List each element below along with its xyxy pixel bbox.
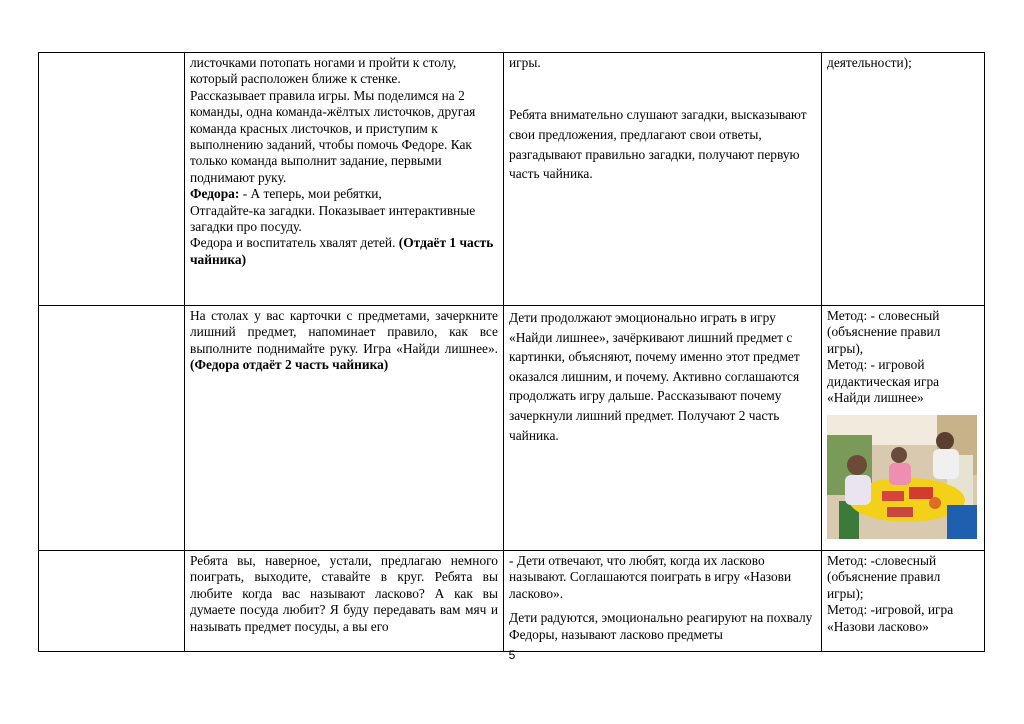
- cell-text: - Дети отвечают, что любят, когда их ласково называют. Соглашаются поиграть в игру «Назови ласково».: [509, 553, 792, 601]
- cell-text: деятельности);: [827, 55, 912, 70]
- cell-text: дидактическая игра: [827, 373, 940, 389]
- speaker-label: Федора:: [190, 186, 240, 202]
- empty-cell: [39, 306, 185, 551]
- cell-text: игры),: [827, 340, 864, 356]
- cell-text: (объяснение правил: [827, 324, 941, 340]
- cell-text: игры.: [509, 55, 541, 70]
- emphasis-text: (Федора отдаёт 2 часть чайника): [190, 357, 389, 373]
- teacher-activity-cell: [185, 551, 504, 652]
- cell-text: На столах у вас карточки с предметами, зачеркните лишний предмет, напоминает правило, как все выполните поднимайте руку. Игра «Найди лишнее».: [190, 308, 498, 356]
- cell-text: Метод: -игровой, игра: [827, 602, 954, 618]
- children-activity-cell: [504, 53, 822, 306]
- table-row: [39, 53, 985, 306]
- cell-text: Ребята вы, наверное, устали, предлагаю немного поиграть, выходите, ставайте в круг. Ребята вы любите когда вас называют ласково? А как вы думаете посуда любит? Я буду передавать вам мяч и называть предмет посуды, а вы его: [190, 553, 498, 634]
- children-activity-cell: [504, 551, 822, 652]
- cell-text: Метод: - словесный: [827, 308, 940, 323]
- cell-text: Дети продолжают эмоционально играть в игру «Найди лишнее», зачёркивают лишний предмет с картинки, объясняют, почему именно этот предмет оказался лишним, и почему. Активно соглашаются продолжать игру дальше. Рассказывают почему зачеркнули лишний предмет. Получают 2 часть чайника.: [509, 310, 800, 443]
- cell-text: Федора и воспитатель хвалят детей.: [190, 235, 396, 251]
- cell-text: - А теперь, мои ребятки,: [239, 186, 382, 202]
- cell-text: [190, 308, 498, 374]
- children-playing-photo: [827, 415, 977, 539]
- cell-text: Ребята внимательно слушают загадки, высказывают свои предложения, предлагают свои ответы, разгадывают правильно загадки, получают первую часть чайника.: [509, 107, 807, 182]
- cell-text: Рассказывает правила игры. Мы поделимся на 2 команды, одна команда-жёлтых листочков, другая команда красных листочков, и приступим к выполнению заданий, чтобы помочь Федоре. Как только команда выполнит задание, первыми поднимают руку.: [190, 87, 476, 185]
- cell-text: [190, 186, 498, 202]
- cell-text: Метод: - игровой: [827, 357, 925, 373]
- cell-text: «Назови ласково»: [827, 618, 929, 634]
- method-cell: [822, 551, 985, 652]
- method-cell: [822, 53, 985, 306]
- page-number: 5: [508, 648, 516, 662]
- cell-text: листочками потопать ногами и пройти к столу, который расположен ближе к стенке.: [190, 55, 457, 87]
- table-row: [39, 551, 985, 652]
- empty-cell: [39, 551, 185, 652]
- emphasis-text: (Отдаёт 1 часть чайника): [190, 235, 494, 267]
- method-cell: [822, 306, 985, 551]
- teacher-activity-cell: [185, 53, 504, 306]
- cell-text: (объяснение правил: [827, 569, 941, 585]
- cell-text: [190, 235, 498, 268]
- cell-text: «Найди лишнее»: [827, 390, 924, 406]
- lesson-plan-table: [38, 52, 985, 652]
- children-activity-cell: [504, 306, 822, 551]
- cell-text: игры);: [827, 585, 864, 601]
- teacher-activity-cell: [185, 306, 504, 551]
- table-row: [39, 306, 985, 551]
- empty-cell: [39, 53, 185, 306]
- cell-text: Дети радуются, эмоционально реагируют на похвалу Федоры, называют ласково предметы: [509, 610, 813, 642]
- cell-text: Отгадайте-ка загадки. Показывает интерактивные загадки про посуду.: [190, 202, 476, 235]
- cell-text: Метод: -словесный: [827, 553, 937, 568]
